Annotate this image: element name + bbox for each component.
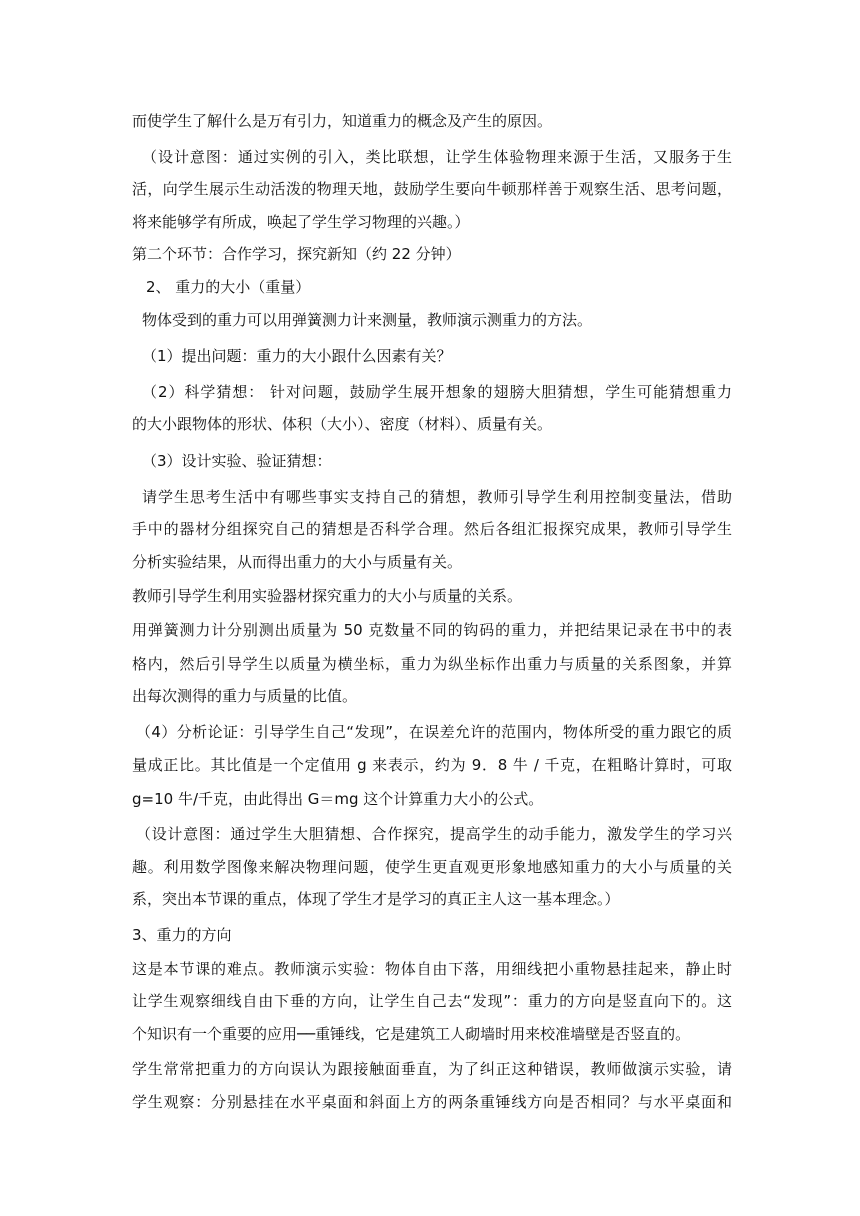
text-line: 将来能够学有所成，唤起了学生学习物理的兴趣。）: [132, 213, 470, 231]
text-line: （2）科学猜想： 针对问题，鼓励学生展开想象的翅膀大胆猜想，学生可能猜想重力: [142, 383, 732, 401]
text-line: g=10 牛/千克，由此得出 G＝mg 这个计算重力大小的公式。: [132, 790, 544, 808]
text-line: 趣。利用数学图像来解决物理问题，使学生更直观更形象地感知重力的大小与质量的关: [132, 858, 732, 876]
text-line: 格内，然后引导学生以质量为横坐标，重力为纵坐标作出重力与质量的关系图象，并算: [132, 655, 732, 673]
text-line: 活，向学生展示生动活泼的物理天地，鼓励学生要向牛顿那样善于观察生活、思考问题，: [132, 180, 732, 198]
text-line: 学生观察：分别悬挂在水平桌面和斜面上方的两条重锤线方向是否相同？与水平桌面和: [132, 1093, 732, 1111]
text-line: （1）提出问题：重力的大小跟什么因素有关？: [142, 347, 452, 365]
text-line: 出每次测得的重力与质量的比值。: [132, 687, 358, 705]
text-line: 手中的器材分组探究自己的猜想是否科学合理。然后各组汇报探究成果，教师引导学生: [132, 520, 732, 538]
text-line: 个知识有一个重要的应用──重锤线，它是建筑工人砌墙时用来校准墙壁是否竖直的。: [132, 1025, 691, 1043]
text-line: 学生常常把重力的方向误认为跟接触面垂直，为了纠正这种错误，教师做演示实验，请: [132, 1060, 732, 1078]
text-line: 第二个环节：合作学习，探究新知（约 22 分钟）: [132, 245, 461, 263]
text-line: 分析实验结果，从而得出重力的大小与质量有关。: [132, 553, 463, 571]
text-line: 这是本节课的难点。教师演示实验：物体自由下落，用细线把小重物悬挂起来，静止时: [132, 960, 732, 978]
section-heading: 2、 重力的大小（重量）: [146, 278, 311, 296]
text-line: 而使学生了解什么是万有引力，知道重力的概念及产生的原因。: [132, 112, 553, 130]
text-line: （4）分析论证：引导学生自己“发现”，在误差允许的范围内，物体所受的重力跟它的质: [136, 723, 732, 741]
text-line: 用弹簧测力计分别测出质量为 50 克数量不同的钩码的重力，并把结果记录在书中的表: [132, 621, 732, 639]
text-line: 物体受到的重力可以用弹簧测力计来测量，教师演示测重力的方法。: [142, 311, 593, 329]
text-line: 系，突出本节课的重点，体现了学生才是学习的真正主人这一基本理念。）: [132, 890, 620, 908]
text-line: （设计意图：通过实例的引入，类比联想，让学生体验物理来源于生活，又服务于生: [142, 148, 732, 166]
text-line: 教师引导学生利用实验器材探究重力的大小与质量的关系。: [132, 587, 523, 605]
text-line: 请学生思考生活中有哪些事实支持自己的猜想，教师引导学生利用控制变量法，借助: [142, 488, 732, 506]
text-line: 量成正比。其比值是一个定值用 g 来表示，约为 9．8 牛 / 千克，在粗略计算时，可取: [132, 756, 732, 774]
text-line: （3）设计实验、验证猜想：: [142, 452, 332, 470]
section-heading: 3、重力的方向: [132, 926, 232, 944]
text-line: （设计意图：通过学生大胆猜想、合作探究，提高学生的动手能力，激发学生的学习兴: [136, 825, 732, 843]
text-line: 的大小跟物体的形状、体积（大小）、密度（材料）、质量有关。: [132, 415, 553, 433]
text-line: 让学生观察细线自由下垂的方向，让学生自己去“发现”：重力的方向是竖直向下的。这: [132, 992, 732, 1010]
